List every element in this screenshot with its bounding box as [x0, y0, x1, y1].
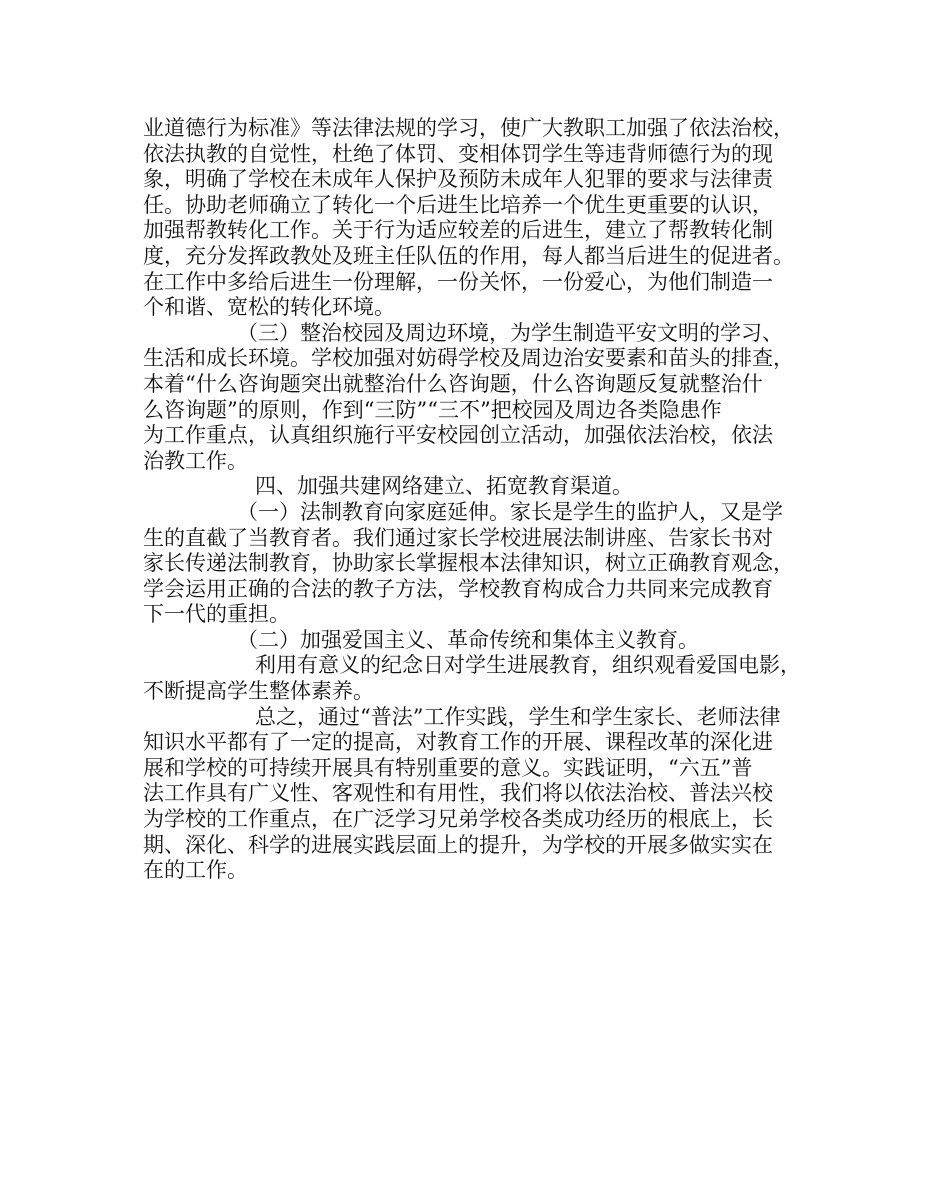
text-line: 依法执教的自觉性，杜绝了体罚、变相体罚学生等违背师德行为的现 — [143, 141, 773, 166]
text-line: 利用有意义的纪念日对学生进展教育，组织观看爱国电影， — [255, 653, 801, 678]
text-line: 为学校的工作重点，在广泛学习兄弟学校各类成功经历的根底上，长 — [143, 807, 773, 832]
text-line: 学会运用正确的合法的教子方法，学校教育构成合力共同来完成教育 — [143, 576, 773, 601]
text-line: 治教工作。 — [143, 448, 248, 473]
text-line: 不断提高学生整体素养。 — [143, 679, 374, 704]
text-line: 生的直截了当教育者。我们通过家长学校进展法制讲座、告家长书对 — [143, 525, 773, 550]
text-line: 下一代的重担。 — [143, 602, 290, 627]
text-line: 在的工作。 — [143, 858, 248, 883]
text-line: （二）加强爱国主义、革命传统和集体主义教育。 — [237, 627, 699, 652]
text-line: 加强帮教转化工作。关于行为适应较差的后进生，建立了帮教转化制 — [143, 218, 773, 243]
text-line: 度，充分发挥政教处及班主任队伍的作用，每人都当后进生的促进者。 — [143, 243, 794, 268]
section-heading: 四、加强共建网络建立、拓宽教育渠道。 — [255, 474, 633, 499]
text-line: 业道德行为标准》等法律法规的学习，使广大教职工加强了依法治校， — [143, 116, 794, 140]
text-line: 展和学校的可持续开展具有特别重要的意义。实践证明，“六五”普 — [143, 755, 753, 780]
text-line: 个和谐、宽松的转化环境。 — [143, 295, 395, 320]
text-line: 任。协助老师确立了转化一个后进生比培养一个优生更重要的认识， — [143, 192, 773, 217]
text-line: 在工作中多给后进生一份理解，一份关怀，一份爱心，为他们制造一 — [143, 269, 773, 294]
text-line: （三）整治校园及周边环境，为学生制造平安文明的学习、 — [237, 320, 783, 345]
text-line: 生活和成长环境。学校加强对妨碍学校及周边治安要素和苗头的排查， — [143, 346, 794, 371]
text-line: 法工作具有广义性、客观性和有用性，我们将以依法治校、普法兴校 — [143, 781, 773, 806]
text-line: 么咨询题”的原则，作到“三防”“三不”把校园及周边各类隐患作 — [143, 397, 722, 422]
text-line: 总之，通过“普法”工作实践，学生和学生家长、老师法律 — [255, 704, 781, 729]
text-line: 期、深化、科学的进展实践层面上的提升，为学校的开展多做实实在 — [143, 832, 773, 857]
text-line: 知识水平都有了一定的提高，对教育工作的开展、课程改革的深化进 — [143, 730, 773, 755]
text-line: 为工作重点，认真组织施行平安校园创立活动，加强依法治校，依法 — [143, 423, 773, 448]
text-line: 象，明确了学校在未成年人保护及预防未成年人犯罪的要求与法律责 — [143, 167, 773, 192]
text-line: 本着“什么咨询题突出就整治什么咨询题，什么咨询题反复就整治什 — [143, 371, 763, 396]
text-line: （一）法制教育向家庭延伸。家长是学生的监护人，又是学 — [237, 499, 783, 524]
document-body — [143, 116, 835, 884]
text-line: 家长传递法制教育，协助家长掌握根本法律知识，树立正确教育观念， — [143, 551, 794, 576]
